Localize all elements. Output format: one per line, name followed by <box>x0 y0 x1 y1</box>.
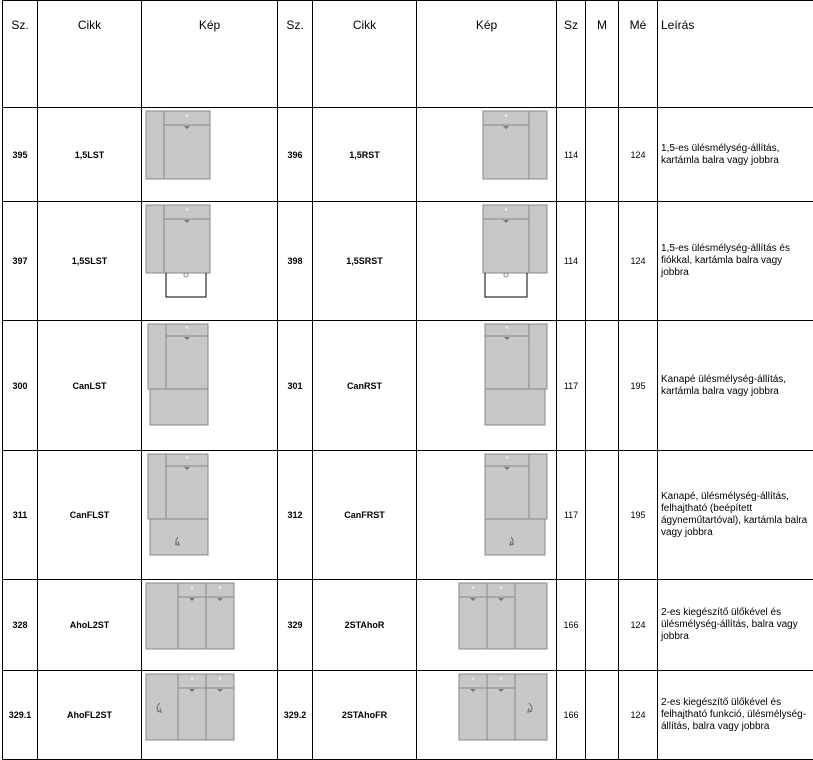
table-row <box>3 321 813 451</box>
row-code-left: AhoFL2ST <box>38 671 142 760</box>
svg-text:*: * <box>499 585 503 594</box>
row-depth: 195 <box>619 321 658 451</box>
row-sz-right: 396 <box>278 108 313 202</box>
two-seat-fold-right-icon <box>417 671 557 760</box>
row-code-right: CanRST <box>313 321 417 451</box>
svg-text:*: * <box>504 207 508 216</box>
row-desc: 2-es kiegészítő ülőkével és ülésmélység-állítás, balra vagy jobbra <box>658 580 813 671</box>
svg-text:*: * <box>218 585 222 594</box>
svg-text:*: * <box>185 207 189 216</box>
row-depth: 195 <box>619 451 658 580</box>
row-desc: 2-es kiegészítő ülőkével és felhajtható funkció, ülésmélység-állítás, balra vagy jobbra <box>658 671 813 760</box>
row-m <box>586 671 619 760</box>
row-sz-right: 301 <box>278 321 313 451</box>
svg-text:*: * <box>190 585 194 594</box>
canape-storage-right-icon <box>417 451 557 580</box>
row-sz-right: 329 <box>278 580 313 671</box>
header-width: Sz <box>557 1 586 108</box>
row-depth: 124 <box>619 108 658 202</box>
row-width: 114 <box>557 108 586 202</box>
svg-text:*: * <box>185 113 189 122</box>
row-code-right: 2STAhoR <box>313 580 417 671</box>
svg-text:*: * <box>505 325 509 334</box>
row-width: 117 <box>557 451 586 580</box>
row-code-left: 1,5SLST <box>38 202 142 321</box>
row-sz-left: 328 <box>3 580 38 671</box>
two-seat-fold-left-icon <box>142 671 278 760</box>
svg-text:*: * <box>504 113 508 122</box>
header-desc <box>658 1 813 108</box>
table-row <box>3 108 813 202</box>
sofa-1-5-right-icon <box>417 108 557 202</box>
row-desc: Kanapé, ülésmélység-állítás, felhajtható (beépített ágyneműtartóval), kartámla balra vagy jobbra <box>658 451 813 580</box>
row-code-left: CanLST <box>38 321 142 451</box>
svg-text:*: * <box>499 676 503 685</box>
row-code-right: 2STAhoFR <box>313 671 417 760</box>
row-sz-left: 397 <box>3 202 38 321</box>
row-code-right: 1,5RST <box>313 108 417 202</box>
row-width: 166 <box>557 671 586 760</box>
header-kep-2: Kép <box>417 1 557 108</box>
row-sz-left: 300 <box>3 321 38 451</box>
row-depth: 124 <box>619 580 658 671</box>
row-width: 166 <box>557 580 586 671</box>
svg-text:*: * <box>505 455 509 464</box>
sofa-drawer-right-icon <box>417 202 557 321</box>
row-code-left: AhoL2ST <box>38 580 142 671</box>
table-row <box>3 671 813 760</box>
canape-left-icon <box>142 321 278 451</box>
table-row <box>3 451 813 580</box>
header-cikk: Cikk <box>38 1 142 108</box>
row-code-left: 1,5LST <box>38 108 142 202</box>
row-m <box>586 108 619 202</box>
row-depth: 124 <box>619 202 658 321</box>
row-m <box>586 202 619 321</box>
two-seat-left-icon <box>142 580 278 671</box>
row-sz-right: 329.2 <box>278 671 313 760</box>
header-row <box>3 1 813 108</box>
row-code-right: 1,5SRST <box>313 202 417 321</box>
header-m: M <box>586 1 619 108</box>
row-code-right: CanFRST <box>313 451 417 580</box>
row-code-left: CanFLST <box>38 451 142 580</box>
table-row <box>3 580 813 671</box>
header-sz-2: Sz. <box>278 1 313 108</box>
header-depth: Mé <box>619 1 658 108</box>
row-width: 117 <box>557 321 586 451</box>
svg-text:*: * <box>190 676 194 685</box>
row-sz-left: 395 <box>3 108 38 202</box>
header-kep: Kép <box>142 1 278 108</box>
svg-text:*: * <box>185 325 189 334</box>
svg-text:*: * <box>218 676 222 685</box>
row-sz-right: 398 <box>278 202 313 321</box>
row-desc: 1,5-es ülésmélység-állítás és fiókkal, kartámla balra vagy jobbra <box>658 202 813 321</box>
row-depth: 124 <box>619 671 658 760</box>
row-desc: Kanapé ülésmélység-állítás, kartámla balra vagy jobbra <box>658 321 813 451</box>
row-sz-left: 329.1 <box>3 671 38 760</box>
canape-right-icon <box>417 321 557 451</box>
svg-text:*: * <box>471 676 475 685</box>
header-desc-label: Leírás <box>661 18 695 32</box>
canape-storage-left-icon <box>142 451 278 580</box>
product-table <box>2 0 813 760</box>
svg-text:*: * <box>185 455 189 464</box>
svg-text:*: * <box>471 585 475 594</box>
row-m <box>586 580 619 671</box>
header-cikk-2: Cikk <box>313 1 417 108</box>
sofa-1-5-left-icon <box>142 108 278 202</box>
row-m <box>586 321 619 451</box>
table-row <box>3 202 813 321</box>
row-m <box>586 451 619 580</box>
row-desc: 1,5-es ülésmélység-állítás, kartámla balra vagy jobbra <box>658 108 813 202</box>
row-width: 114 <box>557 202 586 321</box>
row-sz-right: 312 <box>278 451 313 580</box>
header-sz: Sz. <box>3 1 38 108</box>
two-seat-right-icon <box>417 580 557 671</box>
row-sz-left: 311 <box>3 451 38 580</box>
sofa-drawer-left-icon <box>142 202 278 321</box>
